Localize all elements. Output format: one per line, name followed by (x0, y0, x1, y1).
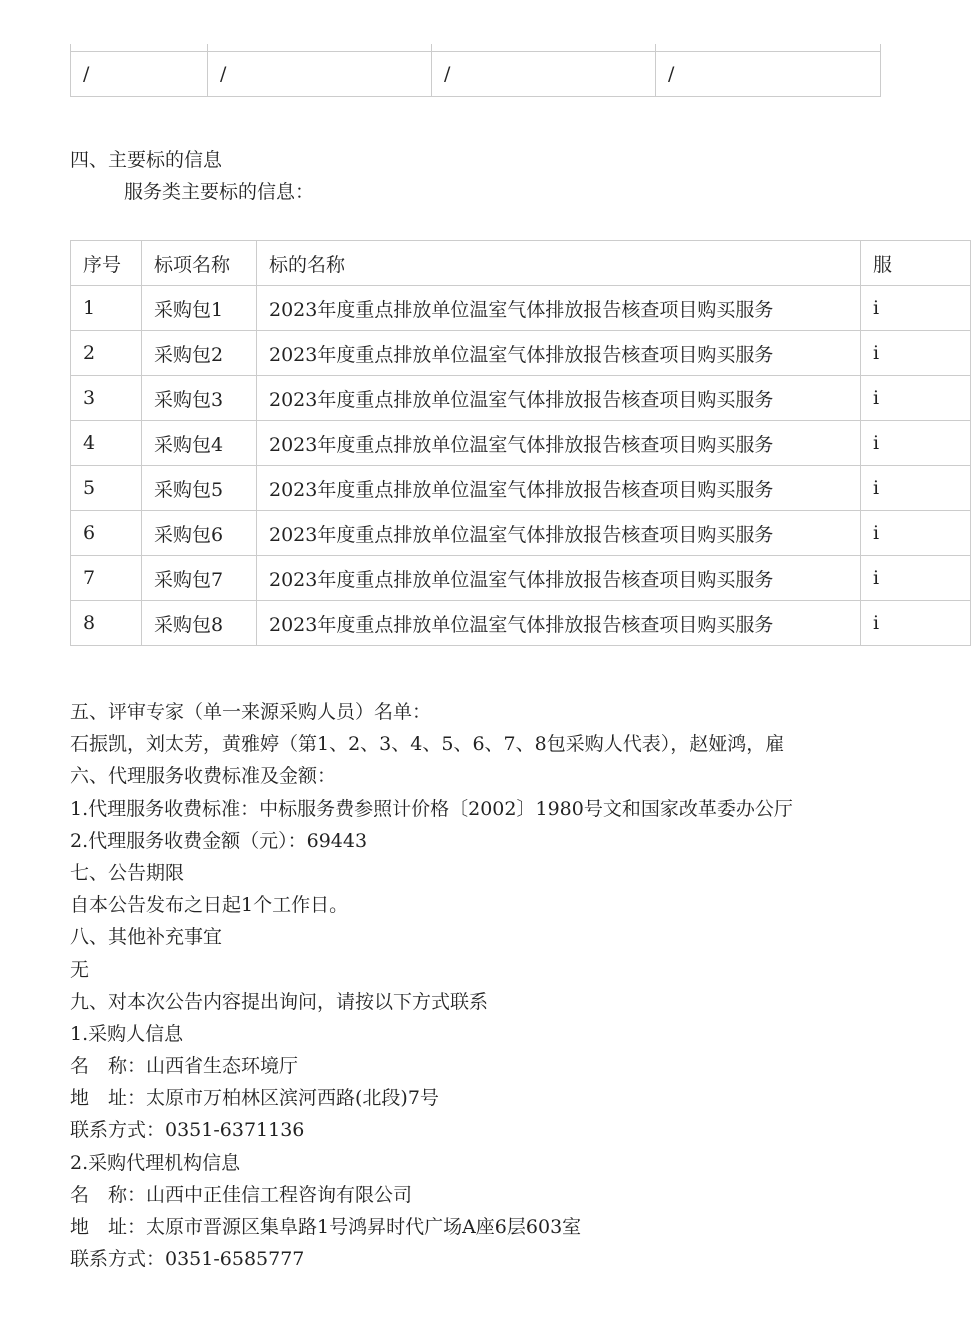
body-line: 五、评审专家（单一来源采购人员）名单： (70, 701, 432, 723)
body-line: 自本公告发布之日起1个工作日。 (70, 894, 349, 917)
table-cell: 采购包8 (142, 601, 257, 646)
table-cell: 8 (71, 601, 142, 646)
table-cell: 采购包1 (142, 286, 257, 331)
body-line: 名 称：山西中正佳信工程咨询有限公司 (70, 1183, 413, 1206)
table-cell: i (861, 376, 971, 421)
table-cell: 3 (71, 376, 142, 421)
table-row (71, 52, 881, 97)
table-cell: 5 (71, 466, 142, 511)
body-line: 联系方式：0351-6585777 (70, 1248, 305, 1271)
table-cell: / (432, 52, 656, 97)
table-cell: 采购包7 (142, 556, 257, 601)
table-row (71, 376, 971, 421)
column-header-subject-name: 标的名称 (257, 241, 861, 286)
table-cell: 2023年度重点排放单位温室气体排放报告核查项目购买服务 (257, 511, 861, 556)
table-row (71, 601, 971, 646)
section-heading-main-items: 四、主要标的信息 (70, 149, 223, 171)
table-cell: 采购包6 (142, 511, 257, 556)
table-cell: i (861, 466, 971, 511)
table-cell: / (71, 52, 208, 97)
table-cell: i (861, 331, 971, 376)
body-line: 2.代理服务收费金额（元）：69443 (70, 829, 368, 852)
body-line: 联系方式：0351-6371136 (70, 1119, 305, 1142)
table-cell: i (861, 601, 971, 646)
table-cell: i (861, 286, 971, 331)
table-cell: 4 (71, 421, 142, 466)
column-header-truncated: 服 (861, 241, 971, 286)
table-cell: / (656, 52, 881, 97)
body-line: 地 址：太原市万柏林区滨河西路(北段)7号 (70, 1087, 439, 1110)
body-line: 1.代理服务收费标准：中标服务费参照计价格〔2002〕1980号文和国家改革委办公厅 (70, 797, 793, 820)
table-cell: 2023年度重点排放单位温室气体排放报告核查项目购买服务 (257, 466, 861, 511)
table-cell: i (861, 556, 971, 601)
section-subheading-service-items: 服务类主要标的信息： (124, 181, 315, 203)
table-cell: / (208, 52, 432, 97)
table-cell: 6 (71, 511, 142, 556)
table-cell: 7 (71, 556, 142, 601)
body-line: 无 (70, 958, 90, 981)
previous-table-fragment (70, 44, 881, 97)
table-row (71, 466, 971, 511)
column-header-index: 序号 (71, 241, 142, 286)
table-header-row (71, 241, 971, 286)
table-cell: 2023年度重点排放单位温室气体排放报告核查项目购买服务 (257, 376, 861, 421)
main-items-table-wrapper (70, 240, 893, 652)
table-row-stub (71, 44, 881, 52)
table-row (71, 511, 971, 556)
table-row (71, 331, 971, 376)
body-line: 名 称：山西省生态环境厅 (70, 1055, 299, 1078)
body-line: 地 址：太原市晋源区集阜路1号鸿昇时代广场A座6层603室 (70, 1216, 582, 1238)
main-items-table-body (71, 286, 971, 646)
main-items-table (70, 240, 971, 646)
table-row (71, 421, 971, 466)
table-cell: i (861, 511, 971, 556)
column-header-item-name: 标项名称 (142, 241, 257, 286)
table-cell: 采购包4 (142, 421, 257, 466)
table-cell: 2023年度重点排放单位温室气体排放报告核查项目购买服务 (257, 601, 861, 646)
table-cell: 2023年度重点排放单位温室气体排放报告核查项目购买服务 (257, 331, 861, 376)
table-row (71, 286, 971, 331)
table-cell: 2023年度重点排放单位温室气体排放报告核查项目购买服务 (257, 421, 861, 466)
table-cell: 2023年度重点排放单位温室气体排放报告核查项目购买服务 (257, 556, 861, 601)
announcement-body (70, 696, 879, 1275)
table-cell: 采购包3 (142, 376, 257, 421)
table-cell: 采购包5 (142, 466, 257, 511)
table-cell: 2023年度重点排放单位温室气体排放报告核查项目购买服务 (257, 286, 861, 331)
body-line: 八、其他补充事宜 (70, 926, 223, 949)
table-cell: 2 (71, 331, 142, 376)
body-line: 2.采购代理机构信息 (70, 1151, 241, 1174)
body-line: 1.采购人信息 (70, 1022, 184, 1045)
table-cell: 1 (71, 286, 142, 331)
table-cell: 采购包2 (142, 331, 257, 376)
body-line: 石振凯，刘太芳，黄雅婷（第1、2、3、4、5、6、7、8包采购人代表），赵娅鸿，雇 (70, 733, 785, 756)
table-cell: i (861, 421, 971, 466)
table-row (71, 556, 971, 601)
body-line: 九、对本次公告内容提出询问，请按以下方式联系 (70, 990, 489, 1013)
body-line: 六、代理服务收费标准及金额： (70, 765, 337, 788)
body-line: 七、公告期限 (70, 861, 185, 884)
